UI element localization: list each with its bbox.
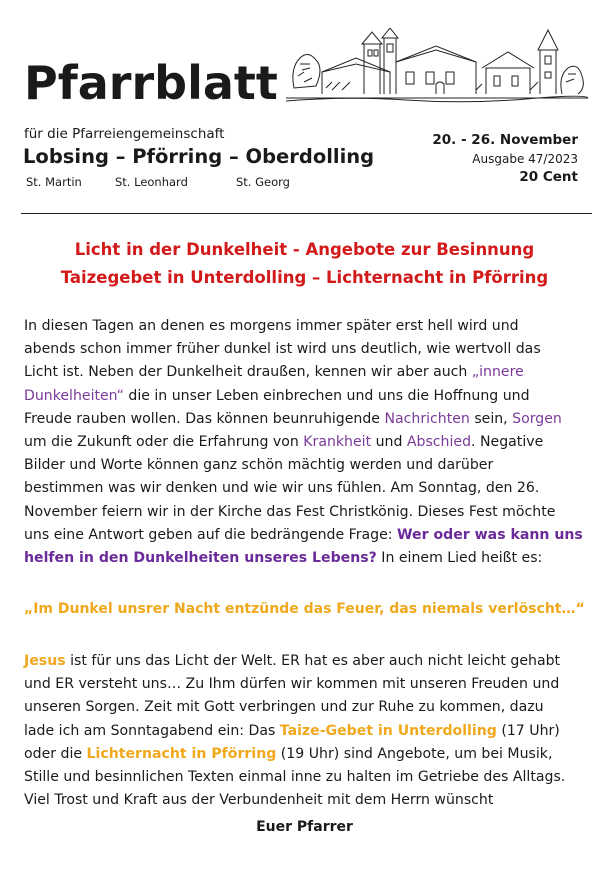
text-span: Licht ist. Neben der Dunkelheit draußen, kennen wir aber auch bbox=[24, 364, 472, 381]
parishes-line: Lobsing – Pförring – Oberdolling bbox=[23, 145, 375, 168]
text-line bbox=[24, 524, 590, 547]
highlight-question: Wer oder was kann uns bbox=[397, 526, 583, 543]
highlight-purple: Dunkelheiten“ bbox=[24, 387, 124, 404]
text-span: In einem Lied heißt es: bbox=[376, 549, 543, 566]
highlight-purple: „innere bbox=[471, 364, 524, 381]
issue-number: Ausgabe 47/2023 bbox=[472, 152, 578, 166]
text-line bbox=[24, 547, 590, 570]
text-line bbox=[24, 385, 590, 408]
highlight-orange: Lichternacht in Pförring bbox=[86, 745, 277, 762]
headline-line-1: Licht in der Dunkelheit - Angebote zur Besinnung bbox=[74, 240, 535, 259]
highlight-orange: Jesus bbox=[24, 653, 66, 669]
text-span: um die Zukunft oder die Erfahrung von bbox=[24, 433, 304, 450]
highlight-purple: Abschied bbox=[406, 433, 472, 450]
church-drawing-icon bbox=[286, 28, 588, 104]
highlight-purple: Nachrichten bbox=[384, 410, 470, 427]
text-line: Bilder und Worte können ganz schön mächtig werden und darüber bbox=[24, 457, 494, 474]
text-line: Stille und besinnlichen Texten einmal inne zu halten im Getriebe des Alltags. bbox=[24, 768, 566, 785]
highlight-purple: Krankheit bbox=[303, 433, 372, 450]
highlight-orange: Taize-Gebet in Unterdolling bbox=[279, 722, 497, 739]
text-line: und ER versteht uns… Zu Ihm dürfen wir kommen mit unseren Freuden und bbox=[24, 676, 560, 693]
song-quote: „Im Dunkel unsrer Nacht entzünde das Feuer, das niemals verlöscht…“ bbox=[24, 601, 585, 617]
highlight-purple: Sorgen bbox=[512, 410, 562, 427]
signature: Euer Pfarrer bbox=[256, 819, 353, 835]
text-span: Freude rauben wollen. Das können beunruhigende bbox=[24, 410, 385, 427]
paragraph-1 bbox=[24, 315, 590, 570]
issue-price: 20 Cent bbox=[519, 169, 578, 185]
text-span: uns eine Antwort geben auf die bedrängende Frage: bbox=[24, 526, 398, 543]
text-span: lade ich am Sonntagabend ein: Das bbox=[24, 722, 280, 739]
text-line: abends schon immer früher dunkel ist wird uns deutlich, wie wertvoll das bbox=[24, 341, 541, 358]
text-span: die in unser Leben einbrechen und uns die Hoffnung und bbox=[123, 387, 530, 404]
text-span: oder die bbox=[24, 745, 87, 762]
issue-dates: 20. - 26. November bbox=[432, 132, 578, 148]
text-line bbox=[24, 743, 590, 766]
text-line: unseren Sorgen. Zeit mit Gott verbringen und zur Ruhe zu kommen, dazu bbox=[24, 699, 544, 716]
issue-info bbox=[432, 131, 578, 187]
text-span: (17 Uhr) bbox=[496, 722, 560, 739]
header-divider bbox=[21, 213, 592, 214]
subtitle: für die Pfarreiengemeinschaft bbox=[24, 126, 225, 142]
page-title: Pfarrblatt bbox=[24, 56, 278, 110]
text-line: bestimmen was wir denken und wie wir uns fühlen. Am Sonntag, den 26. bbox=[24, 480, 540, 497]
text-line: November feiern wir in der Kirche das Fest Christkönig. Dieses Fest möchte bbox=[24, 503, 556, 520]
saint-martin: St. Martin bbox=[26, 175, 82, 189]
paragraph-2 bbox=[24, 650, 590, 812]
text-line bbox=[24, 720, 590, 743]
saint-leonhard: St. Leonhard bbox=[115, 175, 188, 189]
text-span: sein, bbox=[469, 410, 513, 427]
headline-line-2: Taizegebet in Unterdolling – Lichternacht in Pförring bbox=[60, 268, 549, 287]
text-line bbox=[24, 431, 590, 454]
text-line bbox=[24, 408, 590, 431]
text-line bbox=[24, 650, 590, 673]
highlight-question: helfen in den Dunkelheiten unseres Lebens? bbox=[24, 549, 377, 566]
text-line: Viel Trost und Kraft aus der Verbundenheit mit dem Herrn wünscht bbox=[24, 792, 494, 809]
text-span: (19 Uhr) sind Angebote, um bei Musik, bbox=[276, 745, 553, 762]
text-span: und bbox=[371, 433, 407, 450]
text-span: . Negative bbox=[471, 433, 544, 450]
text-line: In diesen Tagen an denen es morgens immer später erst hell wird und bbox=[24, 318, 519, 334]
text-span: ist für uns das Licht der Welt. ER hat es aber auch nicht leicht gehabt bbox=[65, 653, 561, 669]
text-line bbox=[24, 361, 590, 384]
saint-georg: St. Georg bbox=[236, 175, 290, 189]
